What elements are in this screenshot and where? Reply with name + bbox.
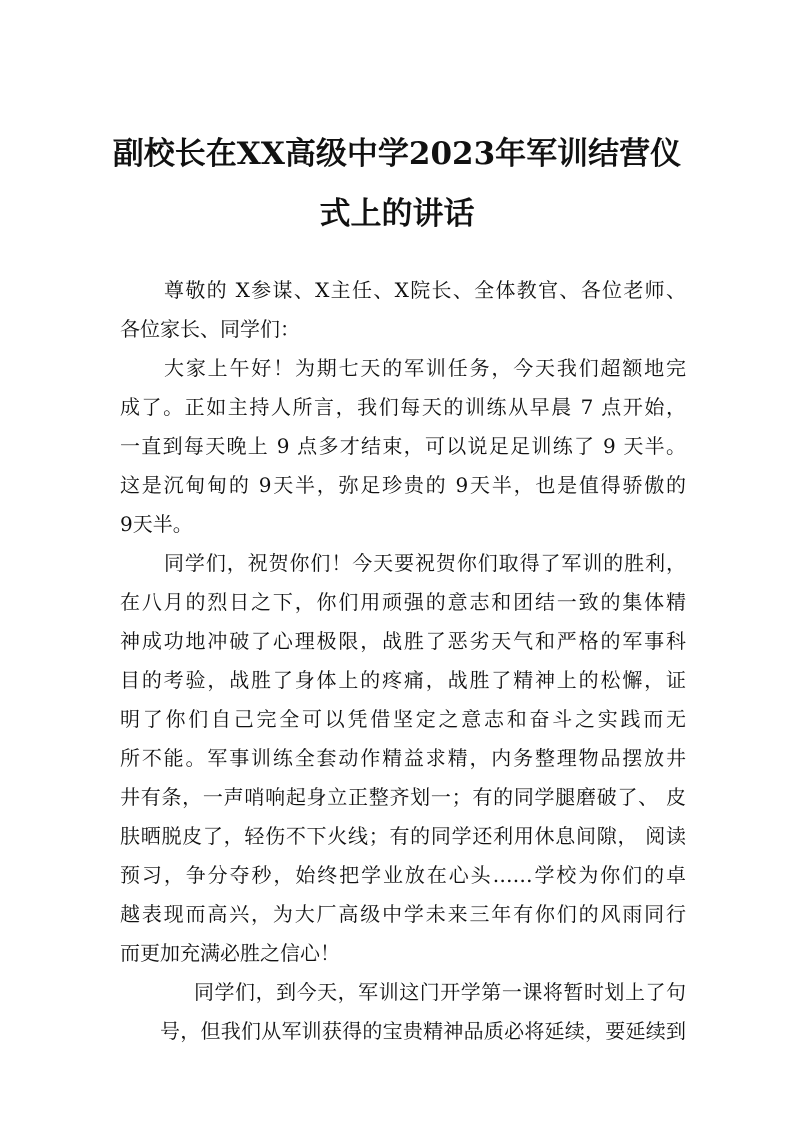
salutation-line-2: 各位家长、同学们： xyxy=(120,317,300,341)
document-title-line-2: 式上的讲话 xyxy=(319,196,475,232)
paragraph-2-line-2: 成了。正如主持人所言，我们每天的训练从早晨 7 点开始， xyxy=(120,395,686,419)
salutation-line-1: 尊敬的 X参谋、X主任、X院长、全体教官、各位老师、 xyxy=(164,278,686,302)
document-title-line-1: 副校长在XX高级中学2023年军训结营仪 xyxy=(112,136,682,172)
paragraph-3-line-7: 井有条，一声哨响起身立正整齐划一；有的同学腿磨破了、 皮 xyxy=(120,785,686,809)
paragraph-3-line-2: 在八月的烈日之下，你们用顽强的意志和团结一致的集体精 xyxy=(120,590,686,614)
paragraph-2-line-5: 9天半。 xyxy=(120,512,193,536)
paragraph-2-line-1: 大家上午好！为期七天的军训任务，今天我们超额地完 xyxy=(164,356,686,380)
paragraph-4-line-1: 同学们，到今天，军训这门开学第一课将暂时划上了句 xyxy=(194,980,686,1004)
paragraph-4-line-2: 号，但我们从军训获得的宝贵精神品质必将延续，要延续到 xyxy=(160,1019,686,1043)
paragraph-2-line-4: 这是沉甸甸的 9天半，弥足珍贵的 9天半，也是值得骄傲的 xyxy=(120,473,686,497)
paragraph-2-line-3: 一直到每天晚上 9 点多才结束，可以说足足训练了 9 天半。 xyxy=(120,434,686,458)
paragraph-3-line-11: 而更加充满必胜之信心！ xyxy=(120,941,340,965)
paragraph-3-line-5: 明了你们自己完全可以凭借坚定之意志和奋斗之实践而无 xyxy=(120,707,686,731)
paragraph-3-line-9: 预习，争分夺秒，始终把学业放在心头……学校为你们的卓 xyxy=(120,863,686,887)
paragraph-3-line-8: 肤晒脱皮了，轻伤不下火线；有的同学还利用休息间隙， 阅读 xyxy=(120,824,686,848)
paragraph-3-line-1: 同学们，祝贺你们！今天要祝贺你们取得了军训的胜利， xyxy=(164,551,686,575)
paragraph-3-line-10: 越表现而高兴，为大厂高级中学未来三年有你们的风雨同行 xyxy=(120,902,686,926)
paragraph-3-line-4: 目的考验，战胜了身体上的疼痛，战胜了精神上的松懈，证 xyxy=(120,668,686,692)
paragraph-3-line-3: 神成功地冲破了心理极限，战胜了恶劣天气和严格的军事科 xyxy=(120,629,686,653)
paragraph-3-line-6: 所不能。军事训练全套动作精益求精，内务整理物品摆放井 xyxy=(120,746,686,770)
